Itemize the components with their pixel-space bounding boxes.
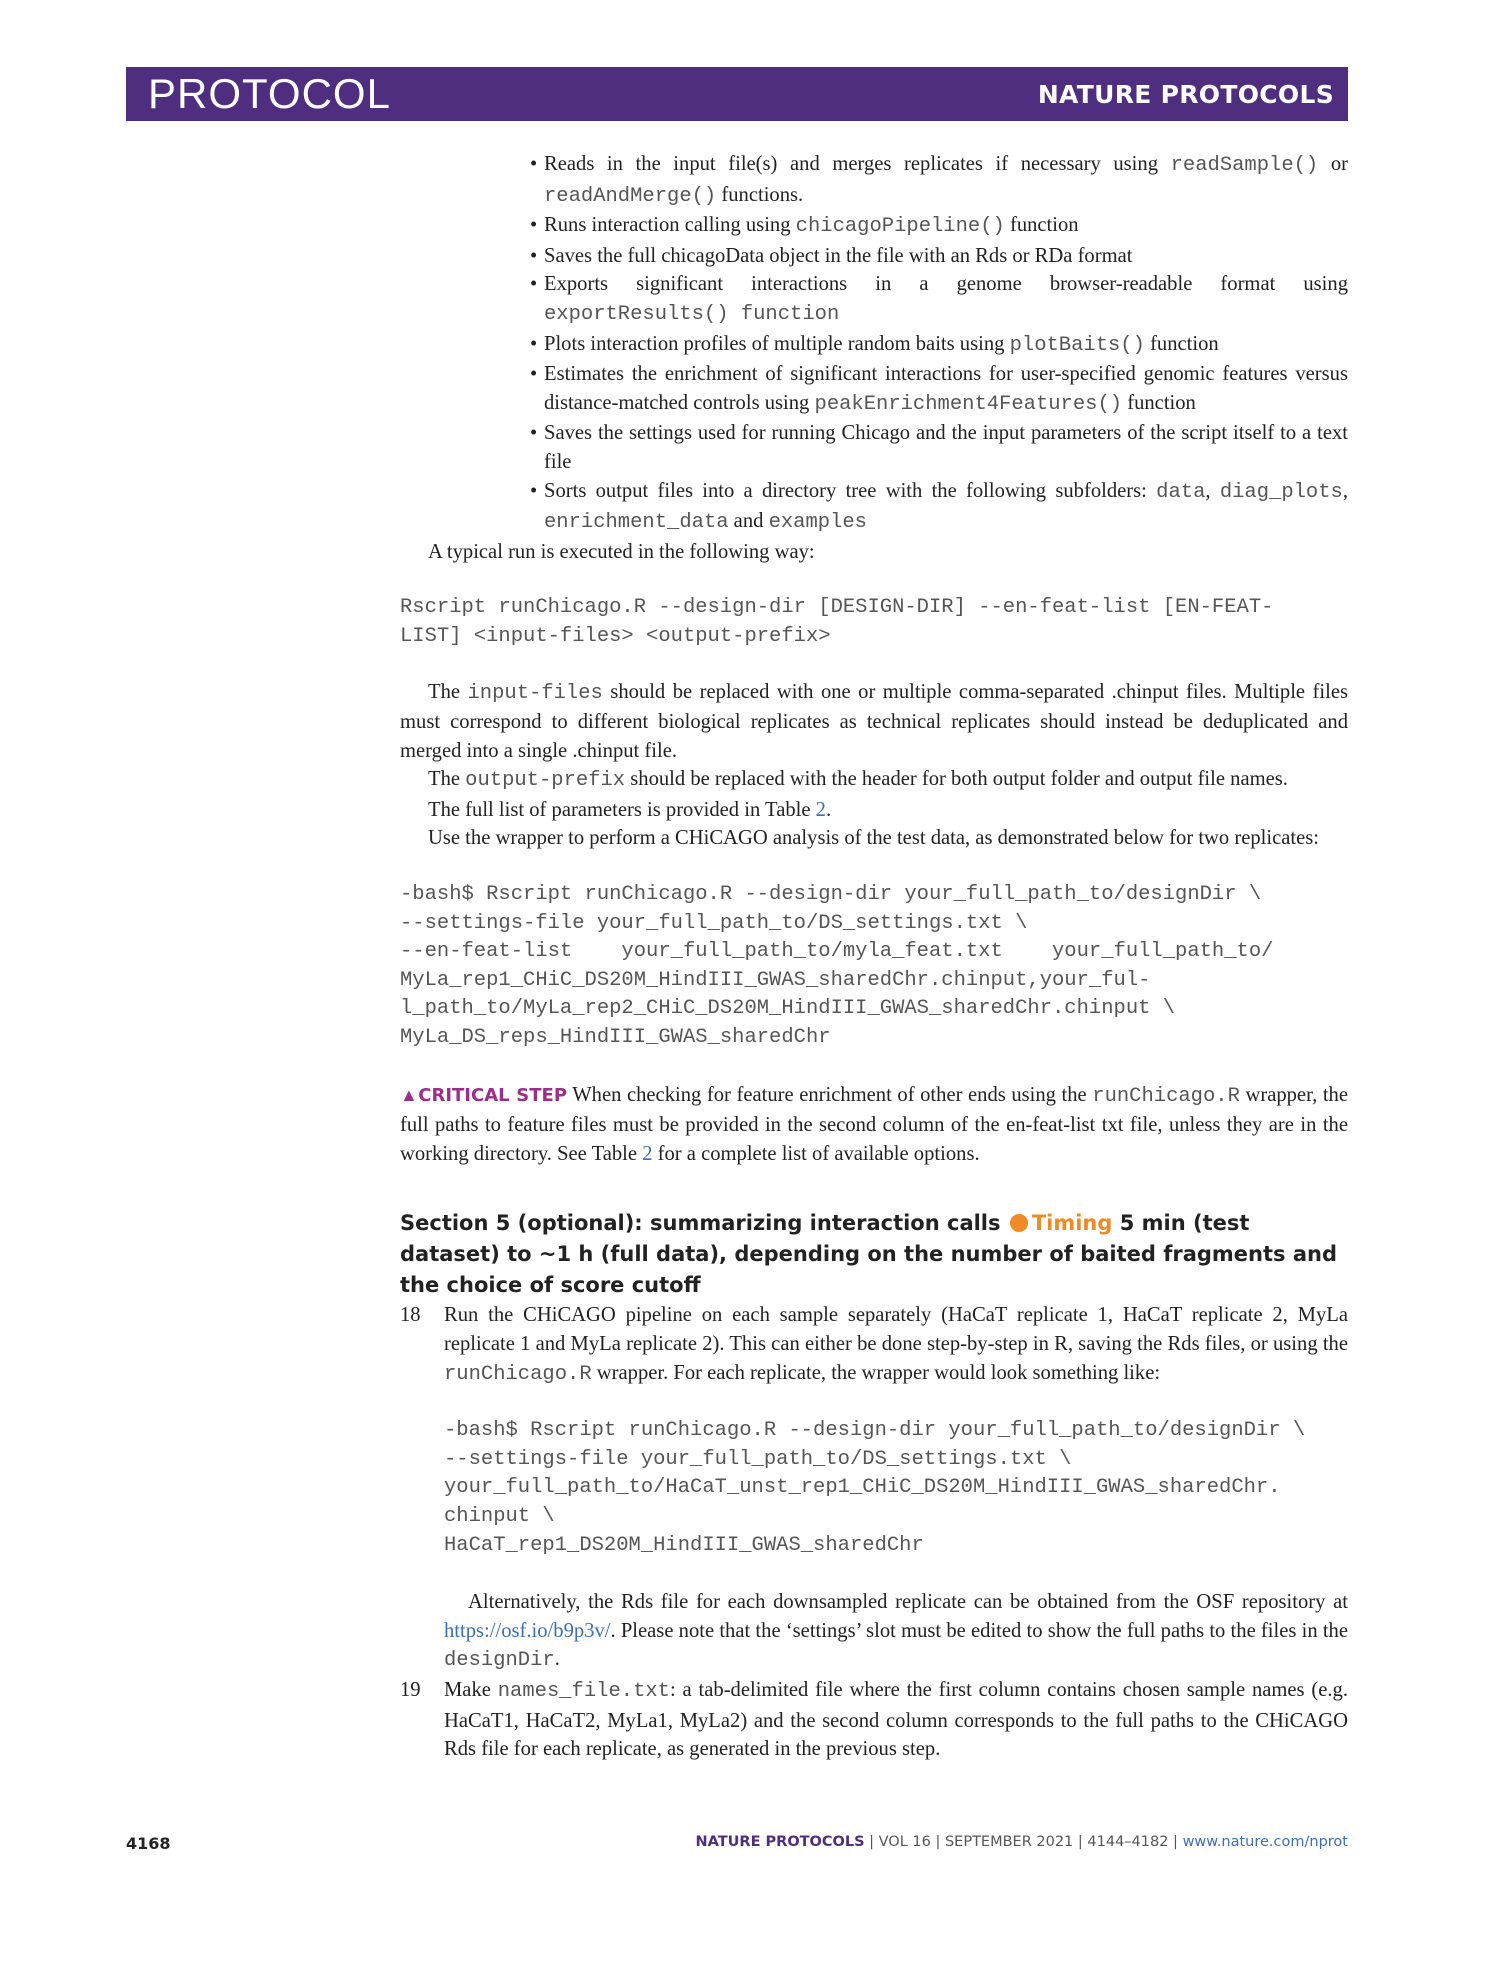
main-content (400, 150, 1348, 1764)
osf-repository-link[interactable]: https://osf.io/b9p3v/ (444, 1619, 611, 1642)
step-19: 19 Make names_file.txt: a tab-delimited file where the first column contains chosen sample names (e.g. HaCaT1, HaCaT2, MyLa1, MyLa2) and the second column corresponds to the full paths to the CHiCAGO Rds file for each replicate, as generated in the previous step. (400, 1676, 1348, 1764)
list-item: • Estimates the enrichment of significant interactions for user-specified genomic features versus distance-matched controls using peakEnrichment4Features() function (530, 360, 1348, 419)
feature-list (530, 150, 1348, 538)
warning-triangle-icon: ▲ (400, 1084, 419, 1105)
list-item: • Saves the settings used for running Chicago and the input parameters of the script itself to a text file (530, 419, 1348, 476)
footer-citation: NATURE PROTOCOLS | VOL 16 | SEPTEMBER 2021 | 4144–4182 | www.nature.com/nprot (695, 1834, 1348, 1850)
list-item: • Runs interaction calling using chicagoPipeline() function (530, 211, 1348, 242)
alternative-paragraph: Alternatively, the Rds file for each downsampled replicate can be obtained from the OSF repository at https://osf.io/b9p3v/. Please note that the ‘settings’ slot must be edited to show the full paths to the files in the designDir. (444, 1591, 1348, 1673)
journal-name: NATURE PROTOCOLS (1037, 79, 1334, 109)
step-18: 18 Run the CHiCAGO pipeline on each sample separately (HaCaT replicate 1, HaCaT replicate 2, MyLa replicate 1 and MyLa replicate 2). This can either be done step-by-step in R, saving the Rds files, or using the runChicago.R wrapper. For each replicate, the wrapper would look something like: -bash$ Rscript runChicago.R --design-dir your_full_path_to/designDir \ --settings-file your_full_path_to/DS_settings.txt \ your_full_path_to/HaCaT_unst_rep1_CHiC_DS20M_HindIII_GWAS_sharedChr. chinput \ HaCaT_rep1_DS20M_HindIII_GWAS_sharedChr Alternatively, the Rds file for each downsampled replicate can be obtained from the OSF repository at https://osf.io/b9p3v/. Please note that the ‘settings’ slot must be edited to show the full paths to the files in the designDir. (400, 1301, 1348, 1676)
list-item: • Plots interaction profiles of multiple random baits using plotBaits() function (530, 330, 1348, 361)
code-block-single-replicate: -bash$ Rscript runChicago.R --design-dir your_full_path_to/designDir \ --settings-file your_full_path_to/DS_settings.txt \ your_full_path_to/HaCaT_unst_rep1_CHiC_DS20M_HindIII_GWAS_sharedChr. chinput \ HaCaT_rep1_DS20M_HindIII_GWAS_sharedChr (444, 1419, 1306, 1557)
journal-url-link[interactable]: www.nature.com/nprot (1182, 1834, 1348, 1850)
table-reference-link[interactable]: 2 (815, 798, 826, 821)
output-prefix-paragraph: The output-prefix should be replaced with the header for both output folder and output file names. (428, 768, 1288, 793)
timing-clock-icon (1010, 1214, 1028, 1232)
timing-label: Timing (1031, 1211, 1113, 1236)
list-item: • Exports significant interactions in a genome browser-readable format using exportResults() function (530, 270, 1348, 329)
list-item: • Reads in the input file(s) and merges replicates if necessary using readSample() or readAndMerge() functions. (530, 150, 1348, 211)
list-item: • Sorts output files into a directory tree with the following subfolders: data, diag_plots, enrichment_data and examples (530, 477, 1348, 538)
code-block-two-replicates: -bash$ Rscript runChicago.R --design-dir your_full_path_to/designDir \ --settings-file your_full_path_to/DS_settings.txt \ --en-feat-list your_full_path_to/myla_feat.txt your_full_path_to/ MyLa_rep1_CHiC_DS20M_HindIII_GWAS_sharedChr.chinput,your_ful- l_path_to/MyLa_rep2_CHiC_DS20M_HindIII_GWAS_sharedChr.chinput \ MyLa_DS_reps_HindIII_GWAS_sharedChr (400, 883, 1274, 1050)
page-number: 4168 (126, 1834, 171, 1853)
input-files-paragraph: The input-files should be replaced with one or multiple comma-separated .chinput files. Multiple files must correspond to different biological replicates as technical replicates should instead be deduplicated and merged into a single .chinput file. (400, 680, 1348, 762)
critical-step-label: CRITICAL STEP (418, 1084, 568, 1106)
parameters-paragraph: The full list of parameters is provided in Table 2. (428, 798, 832, 821)
table-reference-link[interactable]: 2 (642, 1142, 653, 1165)
step-number: 19 (400, 1678, 421, 1701)
critical-step-note: ▲CRITICAL STEP When checking for feature enrichment of other ends using the runChicago.R wrapper, the full paths to feature files must be provided in the second column of the en-feat-list txt file, unless they are in the working directory. See Table 2 for a complete list of available options. (400, 1083, 1348, 1165)
usage-paragraph: Use the wrapper to perform a CHiCAGO analysis of the test data, as demonstrated below for two replicates: (428, 827, 1319, 850)
typical-run-text: A typical run is executed in the following way: (428, 540, 815, 563)
step-number: 18 (400, 1304, 421, 1327)
list-item: • Saves the full chicagoData object in the file with an Rds or RDa format (530, 242, 1348, 271)
section-label: PROTOCOL (148, 70, 391, 117)
header-banner (126, 67, 1348, 121)
code-block-typical-run: Rscript runChicago.R --design-dir [DESIGN-DIR] --en-feat-list [EN-FEAT- LIST] <input-files> <output-prefix> (400, 596, 1274, 648)
section-5-heading: Section 5 (optional): summarizing interaction calls Timing 5 min (test dataset) to ~1 h (full data), depending on the number of baited fragments and the choice of score cutoff (400, 1211, 1338, 1298)
